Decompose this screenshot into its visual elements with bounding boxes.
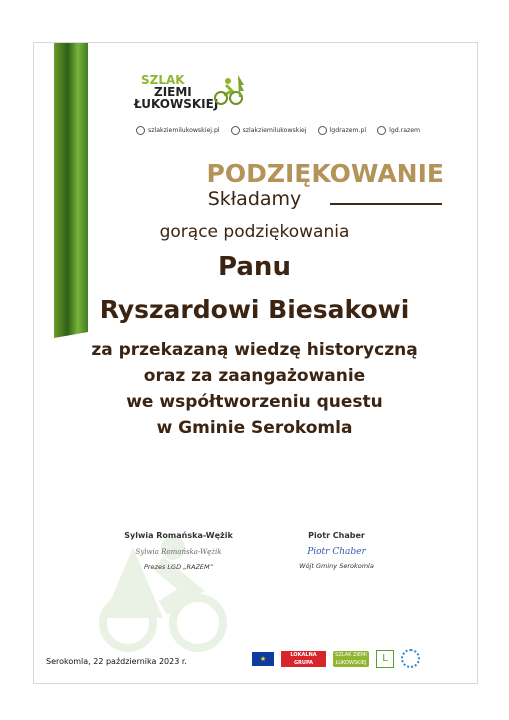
recipient-title: Panu xyxy=(218,252,291,282)
recipient-name: Ryszardowi Biesakowi xyxy=(99,295,410,324)
body-line-6: oraz za zaangażowanie xyxy=(143,366,366,386)
signature-romanska: Sylwia Romańska-Wężik Sylwia Romańska-Wężik Prezes LGD „RAZEM” xyxy=(121,531,236,571)
leader-logo: L xyxy=(376,650,394,668)
lgd-facebook-link[interactable]: lgd.razem xyxy=(377,126,420,135)
lgd-website-link[interactable]: lgdrazem.pl xyxy=(318,126,367,135)
signature-chaber: Piotr Chaber Piotr Chaber Wójt Gminy Serokomla xyxy=(294,531,379,570)
facebook-link[interactable]: szlakziemilukowskiej xyxy=(231,126,307,135)
body-line-1: Składamy xyxy=(207,188,302,210)
issue-date: Serokomla, 22 października 2023 r. xyxy=(46,657,187,666)
web-icon xyxy=(318,126,327,135)
body-line-8: w Gminie Serokomla xyxy=(156,418,353,438)
logo-line-3: ŁUKOWSKIEJ xyxy=(134,97,219,111)
partner-logos xyxy=(252,649,420,682)
szlak-mini-logo: SZLAK ZIEMI ŁUKOWSKIEJ xyxy=(333,651,369,667)
program-logo xyxy=(401,649,420,668)
facebook-icon xyxy=(231,126,240,135)
document-title: PODZIĘKOWANIE xyxy=(206,159,444,188)
certificate-page xyxy=(33,42,478,684)
cyclist-icon xyxy=(208,73,244,109)
facebook-icon xyxy=(377,126,386,135)
szlak-logo xyxy=(134,73,244,118)
body-line-7: we współtworzeniu questu xyxy=(126,392,383,412)
web-icon xyxy=(136,126,145,135)
handwritten-signature: Piotr Chaber xyxy=(307,547,366,557)
contact-links xyxy=(136,126,454,138)
logo-line-1: SZLAK xyxy=(141,73,185,87)
website-link[interactable]: szlakziemilukowskiej.pl xyxy=(136,126,220,135)
body-line-2: gorące podziękowania xyxy=(159,222,350,242)
eu-flag-logo: ★ xyxy=(252,652,274,666)
lgd-razem-logo: LOKALNA GRUPA DZIAŁANIA RAZEM xyxy=(281,651,326,667)
handwritten-signature: Sylwia Romańska-Wężik xyxy=(135,548,222,556)
logo-line-2: ZIEMI xyxy=(154,85,192,99)
body-line-5: za przekazaną wiedzę historyczną xyxy=(91,340,418,360)
